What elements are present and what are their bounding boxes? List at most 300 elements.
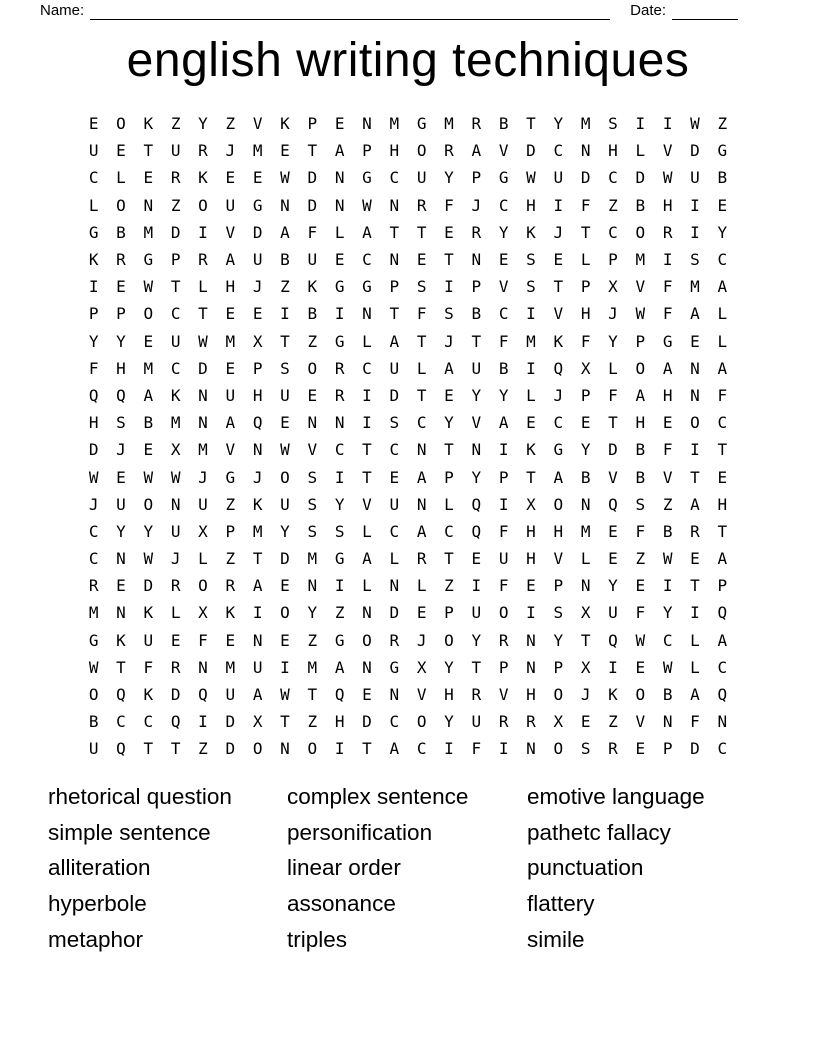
- grid-letter: C: [389, 440, 400, 460]
- grid-letter: I: [662, 114, 673, 134]
- grid-letter: B: [498, 114, 509, 134]
- word-list-column: [527, 779, 705, 958]
- grid-letter: H: [526, 549, 536, 569]
- grid-letter: F: [635, 521, 646, 541]
- grid-letter: A: [717, 277, 728, 297]
- grid-letter: U: [116, 494, 126, 514]
- grid-letter: I: [690, 195, 700, 215]
- grid-letter: E: [690, 549, 700, 569]
- grid-letter: F: [580, 331, 591, 351]
- grid-letter: G: [717, 141, 728, 161]
- grid-letter: T: [444, 549, 454, 569]
- grid-letter: I: [690, 222, 700, 242]
- grid-letter: D: [143, 576, 154, 596]
- grid-letter: S: [635, 494, 646, 514]
- grid-letter: Q: [608, 494, 618, 514]
- grid-letter: Q: [471, 494, 482, 514]
- grid-letter: C: [334, 440, 345, 460]
- grid-letter: Y: [717, 222, 728, 242]
- grid-letter: I: [498, 440, 509, 460]
- grid-letter: A: [143, 385, 154, 405]
- grid-letter: C: [389, 521, 400, 541]
- grid-letter: Y: [608, 331, 618, 351]
- grid-letter: Z: [225, 494, 236, 514]
- grid-letter: H: [662, 195, 673, 215]
- grid-letter: E: [662, 413, 673, 433]
- grid-letter: Y: [471, 630, 482, 650]
- grid-letter: N: [116, 549, 126, 569]
- grid-letter: E: [717, 467, 728, 487]
- grid-letter: W: [143, 277, 154, 297]
- grid-letter: I: [334, 576, 345, 596]
- grid-letter: M: [252, 521, 263, 541]
- grid-letter: V: [662, 467, 673, 487]
- grid-letter: T: [280, 331, 290, 351]
- grid-letter: H: [717, 494, 728, 514]
- grid-letter: T: [690, 576, 700, 596]
- grid-letter: K: [252, 494, 263, 514]
- grid-letter: U: [170, 521, 181, 541]
- grid-letter: O: [307, 358, 318, 378]
- grid-letter: N: [389, 250, 400, 270]
- grid-letter: O: [280, 603, 290, 623]
- grid-letter: N: [334, 195, 345, 215]
- grid-letter: X: [416, 657, 427, 677]
- grid-letter: O: [362, 630, 372, 650]
- grid-letter: I: [334, 739, 345, 759]
- name-label: Name:: [40, 2, 85, 19]
- grid-letter: H: [334, 712, 345, 732]
- grid-letter: O: [116, 195, 126, 215]
- grid-letter: L: [170, 603, 181, 623]
- grid-letter: P: [580, 385, 591, 405]
- grid-letter: I: [690, 603, 700, 623]
- grid-letter: R: [498, 630, 509, 650]
- word-list: [48, 779, 705, 958]
- grid-letter: P: [553, 576, 564, 596]
- grid-letter: C: [362, 250, 372, 270]
- grid-letter: T: [143, 141, 154, 161]
- grid-letter: L: [580, 250, 591, 270]
- grid-letter: E: [116, 277, 126, 297]
- grid-letter: W: [143, 467, 154, 487]
- grid-letter: Y: [471, 467, 482, 487]
- grid-letter: S: [580, 739, 591, 759]
- grid-letter: W: [198, 331, 208, 351]
- grid-letter: J: [88, 494, 99, 514]
- grid-letter: E: [225, 168, 236, 188]
- grid-letter: M: [444, 114, 454, 134]
- grid-letter: E: [280, 576, 290, 596]
- grid-letter: N: [252, 440, 263, 460]
- word-list-item: triples: [287, 926, 348, 952]
- word-list-item: rhetorical question: [48, 784, 232, 809]
- grid-letter: R: [170, 657, 181, 677]
- grid-letter: E: [526, 413, 536, 433]
- grid-letter: E: [334, 114, 345, 134]
- grid-letter: L: [416, 576, 427, 596]
- grid-letter: Z: [225, 114, 236, 134]
- grid-letter: R: [225, 576, 236, 596]
- grid-letter: I: [526, 358, 536, 378]
- grid-letter: S: [280, 358, 290, 378]
- grid-letter: N: [389, 195, 400, 215]
- grid-letter: A: [225, 250, 236, 270]
- grid-letter: Y: [608, 576, 618, 596]
- grid-letter: Q: [471, 521, 482, 541]
- grid-letter: O: [116, 114, 126, 134]
- grid-letter: Q: [334, 685, 345, 705]
- grid-letter: I: [526, 304, 536, 324]
- grid-letter: E: [143, 331, 154, 351]
- grid-letter: B: [580, 467, 591, 487]
- grid-letter: Z: [608, 712, 618, 732]
- grid-letter: A: [225, 413, 236, 433]
- grid-letter: V: [416, 685, 427, 705]
- grid-letter: L: [444, 494, 454, 514]
- grid-letter: C: [416, 739, 427, 759]
- grid-letter: K: [88, 250, 99, 270]
- grid-letter: K: [526, 222, 536, 242]
- grid-letter: T: [416, 331, 427, 351]
- grid-letter: I: [252, 603, 263, 623]
- grid-letter: D: [280, 549, 290, 569]
- word-list-item: simile: [527, 926, 585, 952]
- grid-letter: D: [170, 222, 181, 242]
- grid-letter: I: [280, 657, 290, 677]
- word-list-item: punctuation: [527, 855, 644, 881]
- grid-letter: G: [334, 630, 345, 650]
- grid-letter: T: [553, 277, 564, 297]
- grid-letter: Q: [717, 685, 728, 705]
- grid-letter: L: [580, 549, 591, 569]
- grid-letter: V: [362, 494, 372, 514]
- grid-letter: N: [471, 440, 482, 460]
- grid-letter: H: [88, 413, 99, 433]
- grid-letter: N: [690, 358, 700, 378]
- grid-letter: E: [280, 413, 290, 433]
- grid-letter: P: [170, 250, 181, 270]
- grid-letter: U: [690, 168, 700, 188]
- grid-letter: B: [635, 440, 646, 460]
- grid-letter: P: [444, 603, 454, 623]
- grid-letter: J: [553, 222, 564, 242]
- grid-letter: T: [307, 141, 318, 161]
- grid-letter: A: [498, 413, 509, 433]
- grid-letter: M: [198, 440, 208, 460]
- grid-letter: B: [280, 250, 290, 270]
- grid-letter: K: [280, 114, 290, 134]
- grid-letter: Y: [334, 494, 345, 514]
- grid-letter: W: [662, 168, 673, 188]
- word-search-grid: [80, 110, 736, 763]
- grid-letter: S: [526, 277, 536, 297]
- grid-letter: C: [717, 413, 728, 433]
- grid-letter: A: [553, 467, 564, 487]
- grid-letter: E: [444, 222, 454, 242]
- grid-letter: U: [198, 494, 208, 514]
- grid-letter: A: [252, 576, 263, 596]
- grid-letter: J: [471, 195, 482, 215]
- grid-letter: N: [389, 576, 400, 596]
- grid-letter: M: [580, 521, 591, 541]
- grid-letter: B: [662, 521, 673, 541]
- grid-letter: C: [444, 521, 454, 541]
- grid-letter: B: [116, 222, 126, 242]
- grid-letter: J: [580, 685, 591, 705]
- grid-letter: W: [88, 467, 99, 487]
- grid-letter: W: [662, 549, 673, 569]
- grid-letter: Z: [635, 549, 646, 569]
- grid-letter: P: [471, 277, 482, 297]
- grid-letter: U: [553, 168, 564, 188]
- grid-letter: S: [553, 603, 564, 623]
- grid-letter: W: [362, 195, 372, 215]
- word-list-item: flattery: [527, 891, 595, 917]
- grid-letter: X: [580, 358, 591, 378]
- grid-letter: D: [580, 168, 591, 188]
- grid-letter: Y: [498, 222, 509, 242]
- grid-letter: N: [580, 576, 591, 596]
- grid-letter: X: [526, 494, 536, 514]
- grid-letter: R: [471, 685, 482, 705]
- grid-letter: K: [143, 603, 154, 623]
- grid-letter: X: [170, 440, 181, 460]
- grid-letter: N: [198, 385, 208, 405]
- grid-letter: Y: [143, 521, 154, 541]
- grid-letter: N: [526, 739, 536, 759]
- grid-letter: P: [471, 168, 482, 188]
- grid-letter: F: [498, 576, 509, 596]
- grid-letter: C: [389, 712, 400, 732]
- grid-letter: N: [252, 630, 263, 650]
- grid-letter: S: [416, 277, 427, 297]
- grid-letter: D: [362, 712, 372, 732]
- grid-letter: C: [553, 413, 564, 433]
- grid-letter: M: [252, 141, 263, 161]
- grid-letter: E: [608, 521, 618, 541]
- grid-letter: R: [198, 141, 208, 161]
- grid-letter: N: [526, 630, 536, 650]
- grid-letter: A: [389, 331, 400, 351]
- grid-letter: N: [334, 413, 345, 433]
- grid-letter: P: [307, 114, 318, 134]
- grid-letter: H: [225, 277, 236, 297]
- grid-letter: F: [198, 630, 208, 650]
- grid-letter: L: [362, 576, 372, 596]
- grid-letter: W: [280, 440, 290, 460]
- grid-letter: O: [280, 467, 290, 487]
- grid-letter: R: [498, 712, 509, 732]
- grid-letter: Q: [608, 630, 618, 650]
- grid-letter: M: [225, 331, 236, 351]
- grid-letter: V: [635, 277, 646, 297]
- grid-letter: P: [362, 141, 372, 161]
- grid-letter: T: [362, 739, 372, 759]
- word-list-item: assonance: [287, 891, 396, 917]
- grid-letter: M: [307, 657, 318, 677]
- grid-letter: J: [252, 467, 263, 487]
- grid-letter: M: [143, 222, 154, 242]
- grid-letter: R: [198, 250, 208, 270]
- grid-letter: O: [553, 685, 564, 705]
- grid-letter: V: [471, 413, 482, 433]
- grid-letter: X: [580, 603, 591, 623]
- grid-letter: G: [88, 222, 99, 242]
- grid-letter: Z: [717, 114, 728, 134]
- grid-letter: O: [553, 739, 564, 759]
- word-list-item: complex sentence: [287, 784, 469, 809]
- grid-letter: I: [662, 250, 673, 270]
- grid-letter: A: [334, 141, 345, 161]
- grid-letter: K: [307, 277, 318, 297]
- grid-letter: V: [553, 304, 564, 324]
- grid-letter: I: [498, 494, 509, 514]
- grid-letter: F: [498, 331, 509, 351]
- grid-letter: L: [690, 657, 700, 677]
- grid-letter: P: [88, 304, 99, 324]
- grid-letter: Q: [717, 603, 728, 623]
- grid-letter: A: [717, 358, 728, 378]
- grid-letter: E: [444, 385, 454, 405]
- grid-letter: P: [498, 467, 509, 487]
- grid-letter: A: [280, 222, 290, 242]
- grid-letter: L: [416, 358, 427, 378]
- grid-letter: T: [116, 657, 126, 677]
- grid-letter: I: [444, 739, 454, 759]
- grid-letter: O: [252, 739, 263, 759]
- grid-letter: N: [526, 657, 536, 677]
- grid-letter: G: [88, 630, 99, 650]
- word-list-item: emotive language: [527, 784, 705, 809]
- grid-letter: Y: [198, 114, 208, 134]
- grid-letter: Q: [252, 413, 263, 433]
- grid-letter: Y: [553, 114, 564, 134]
- grid-letter: T: [170, 277, 181, 297]
- grid-letter: O: [416, 712, 427, 732]
- grid-letter: P: [580, 277, 591, 297]
- grid-letter: C: [608, 168, 618, 188]
- grid-letter: E: [608, 549, 618, 569]
- grid-letter: S: [116, 413, 126, 433]
- grid-letter: C: [389, 168, 400, 188]
- grid-letter: K: [198, 168, 208, 188]
- grid-letter: N: [662, 712, 673, 732]
- grid-letter: M: [88, 603, 99, 623]
- grid-letter: Z: [307, 331, 318, 351]
- word-list-item: pathetc fallacy: [527, 819, 671, 845]
- grid-letter: D: [389, 385, 400, 405]
- grid-letter: D: [608, 440, 618, 460]
- name-fill-line: [90, 4, 610, 20]
- grid-letter: E: [280, 630, 290, 650]
- grid-letter: E: [498, 250, 509, 270]
- grid-letter: Y: [307, 603, 318, 623]
- grid-letter: V: [635, 712, 646, 732]
- grid-letter: E: [170, 630, 181, 650]
- grid-letter: C: [170, 358, 181, 378]
- grid-letter: P: [225, 521, 236, 541]
- grid-letter: E: [307, 385, 318, 405]
- grid-letter: A: [717, 549, 728, 569]
- grid-letter: U: [471, 603, 482, 623]
- grid-letter: M: [526, 331, 536, 351]
- grid-letter: E: [225, 304, 236, 324]
- grid-letter: N: [580, 494, 591, 514]
- grid-letter: D: [307, 195, 318, 215]
- grid-letter: E: [635, 739, 646, 759]
- grid-letter: C: [416, 413, 427, 433]
- grid-letter: T: [198, 304, 208, 324]
- grid-letter: H: [389, 141, 400, 161]
- grid-letter: I: [334, 467, 345, 487]
- grid-letter: T: [580, 222, 591, 242]
- grid-letter: L: [334, 222, 345, 242]
- grid-letter: V: [498, 277, 509, 297]
- grid-letter: Z: [307, 712, 318, 732]
- grid-letter: M: [307, 549, 318, 569]
- grid-letter: F: [717, 385, 728, 405]
- grid-letter: H: [444, 685, 454, 705]
- grid-letter: T: [170, 739, 181, 759]
- grid-letter: E: [635, 657, 646, 677]
- grid-letter: K: [116, 630, 126, 650]
- grid-letter: F: [662, 440, 673, 460]
- grid-letter: T: [717, 440, 728, 460]
- grid-letter: A: [717, 630, 728, 650]
- grid-letter: D: [225, 739, 236, 759]
- grid-letter: U: [416, 168, 427, 188]
- grid-letter: I: [334, 304, 345, 324]
- grid-letter: Z: [170, 195, 181, 215]
- grid-letter: Y: [280, 521, 290, 541]
- grid-letter: S: [608, 114, 618, 134]
- grid-letter: N: [690, 385, 700, 405]
- grid-letter: U: [88, 141, 99, 161]
- grid-letter: Z: [444, 576, 454, 596]
- grid-letter: G: [553, 440, 564, 460]
- grid-letter: O: [635, 358, 646, 378]
- grid-letter: G: [362, 277, 372, 297]
- grid-letter: G: [389, 657, 400, 677]
- grid-letter: U: [471, 712, 482, 732]
- grid-letter: V: [252, 114, 263, 134]
- grid-letter: T: [143, 739, 154, 759]
- grid-letter: S: [690, 250, 700, 270]
- grid-letter: M: [580, 114, 591, 134]
- grid-letter: P: [662, 739, 673, 759]
- grid-letter: J: [608, 304, 618, 324]
- grid-letter: U: [225, 385, 236, 405]
- grid-letter: X: [608, 277, 618, 297]
- grid-letter: L: [88, 195, 99, 215]
- grid-letter: W: [280, 685, 290, 705]
- grid-letter: U: [170, 141, 181, 161]
- grid-letter: L: [198, 549, 208, 569]
- word-list-item: hyperbole: [48, 891, 147, 917]
- grid-letter: P: [389, 277, 400, 297]
- grid-letter: E: [580, 712, 591, 732]
- grid-letter: E: [416, 603, 427, 623]
- grid-letter: O: [635, 685, 646, 705]
- grid-letter: E: [416, 250, 427, 270]
- grid-letter: F: [662, 304, 673, 324]
- grid-letter: F: [471, 739, 482, 759]
- word-list-item: simple sentence: [48, 819, 211, 845]
- grid-letter: R: [116, 250, 126, 270]
- grid-letter: C: [88, 168, 99, 188]
- grid-letter: W: [635, 304, 646, 324]
